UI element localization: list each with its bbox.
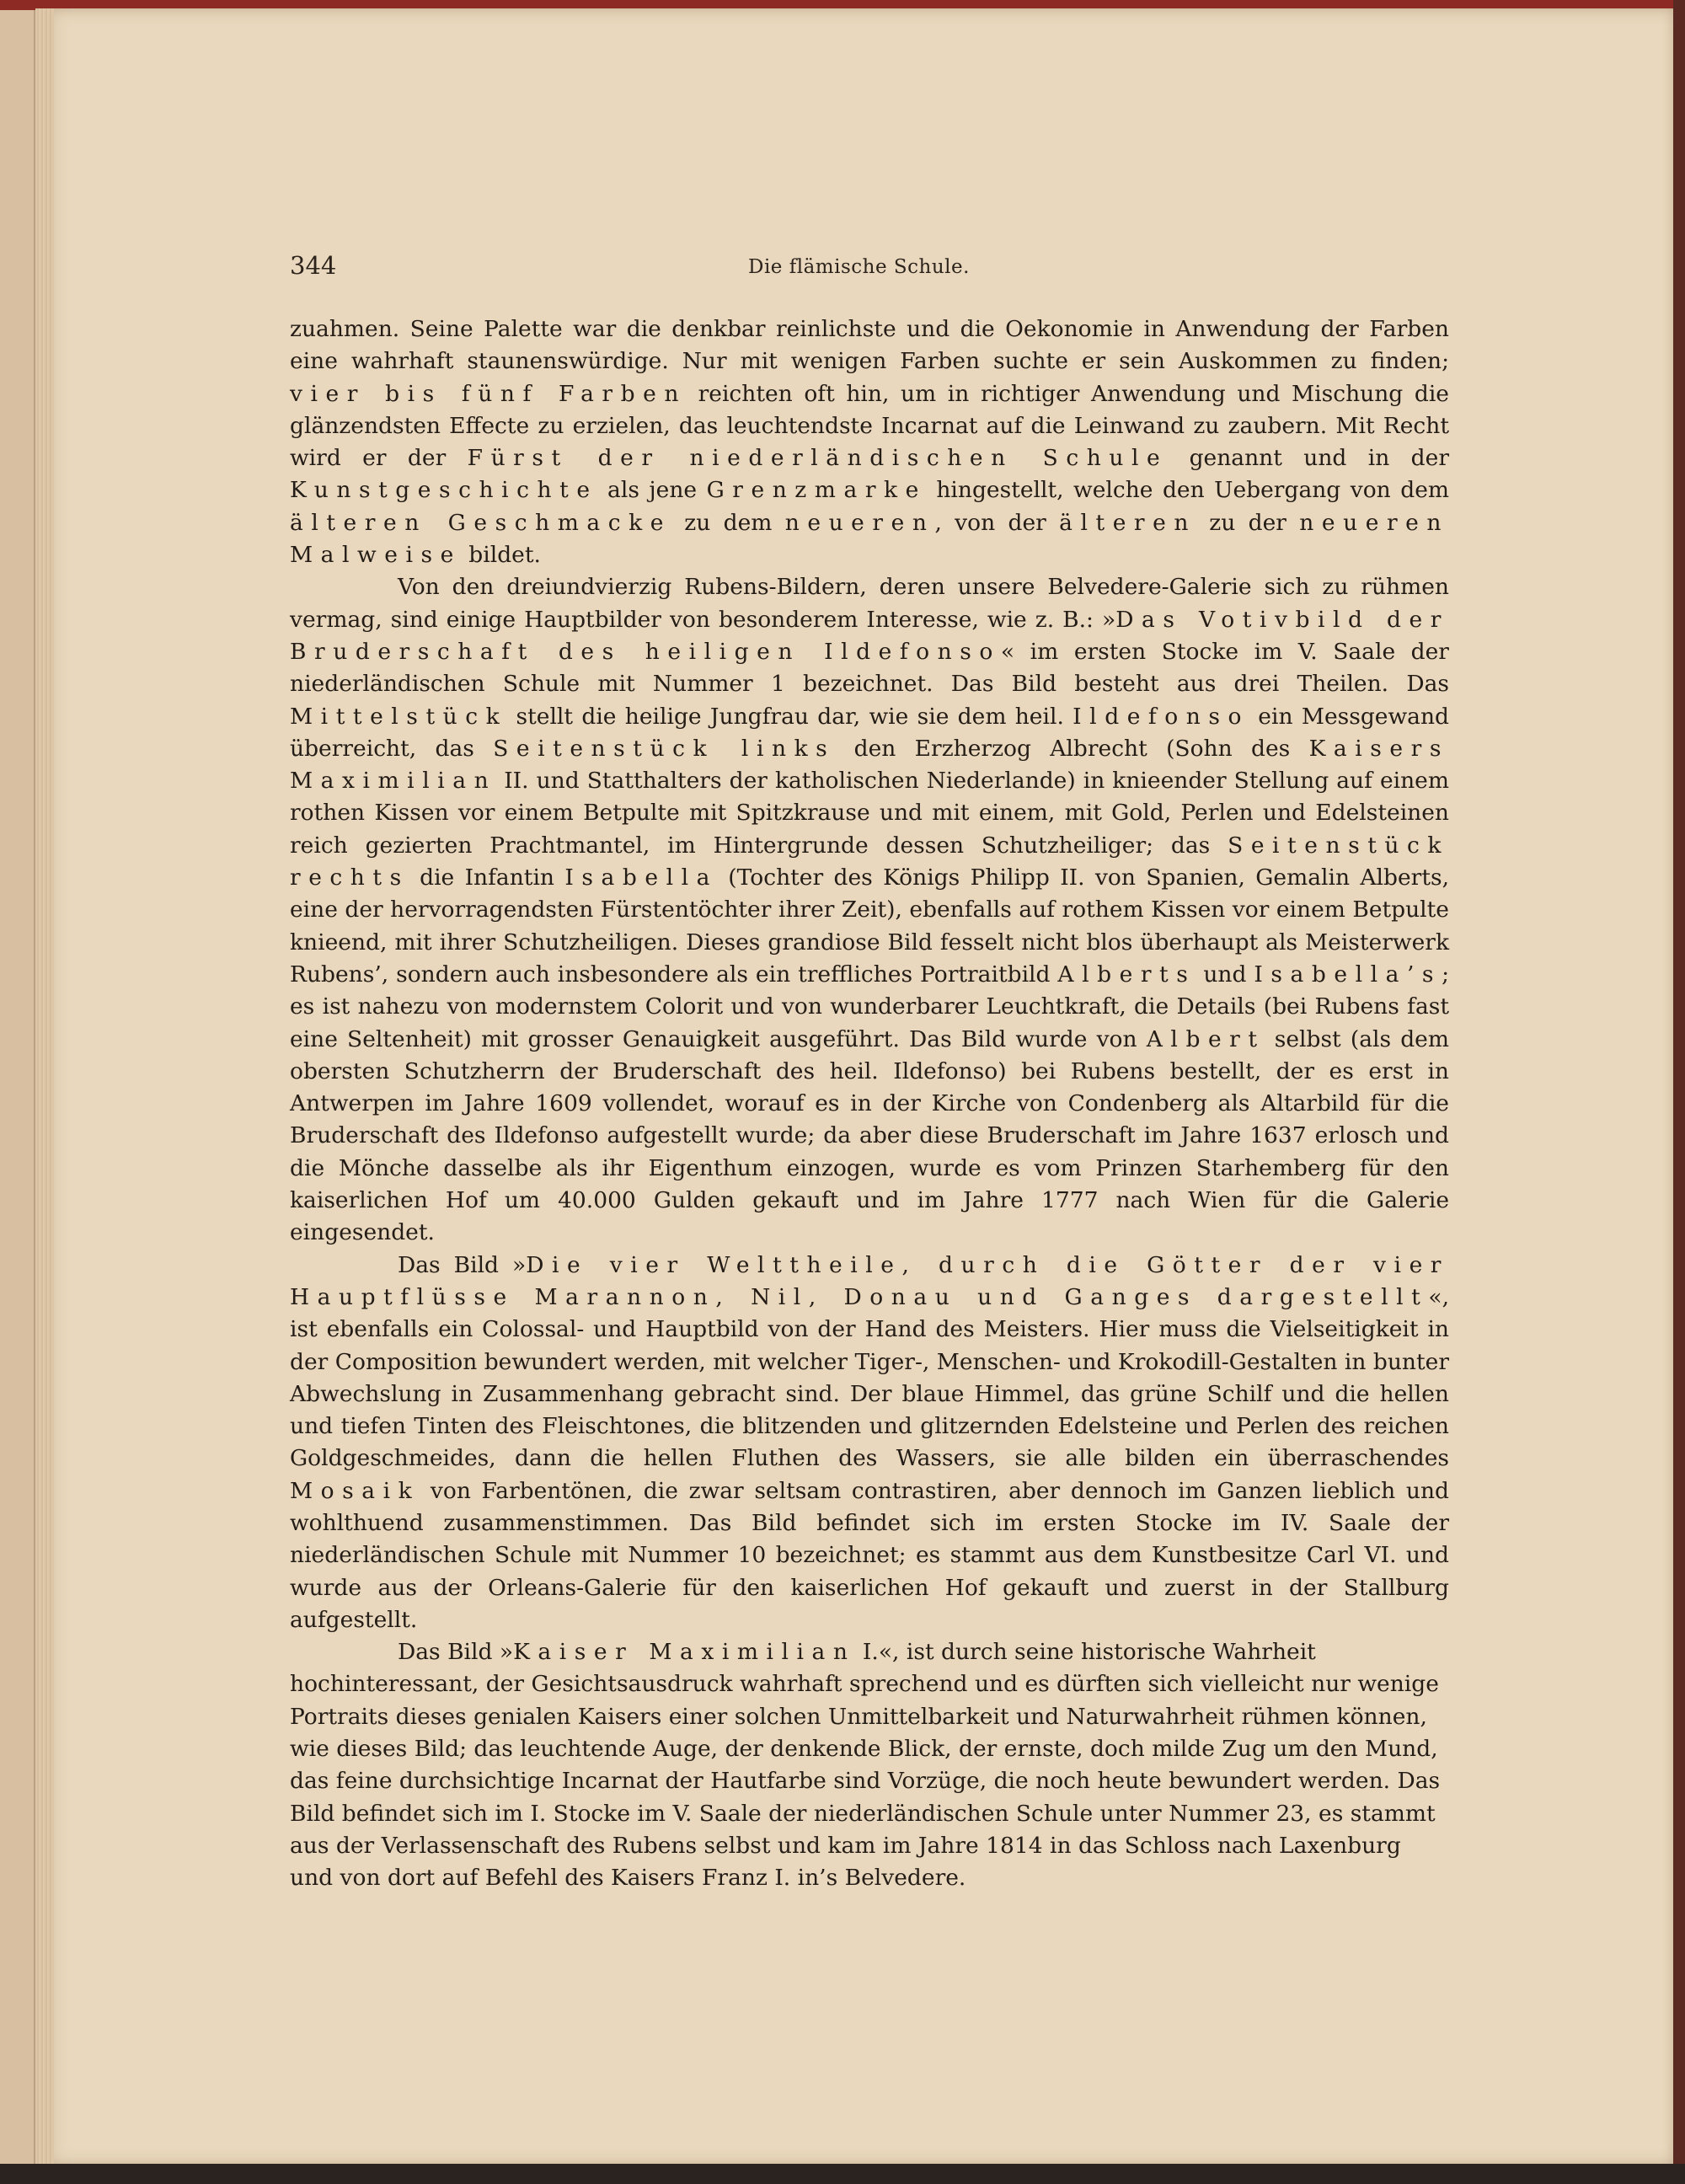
spaced-emphasis: Das Votivbild der Bruderschaft des heiligen Ildefonso: [290, 606, 1449, 665]
spaced-emphasis: Alberts: [1057, 961, 1196, 988]
spaced-emphasis: Isabella’s: [1254, 961, 1442, 988]
spaced-emphasis: älteren: [1059, 509, 1196, 536]
text-run: als jene: [597, 477, 707, 504]
text-run: Das Bild »: [398, 1639, 514, 1666]
text-run: von Farbentönen, die zwar seltsam contrastiren, aber dennoch im Ganzen lieblich und wohlthuend zusammenstimmen. Das Bild befindet sich im ersten Stocke im IV. Saale der niederländischen Schule mit Nummer 10 bezeichnet; es stammt aus dem Kunstbesitze Carl VI. und wurde aus der Orleans-Galerie für den kaiserlichen Hof gekauft und zuerst in der Stallburg aufgestellt.: [290, 1477, 1449, 1633]
spaced-emphasis: Kunstgeschichte: [290, 477, 598, 504]
book-cover-edge: [1673, 0, 1685, 2184]
text-run: ein Messgewand überreicht, das: [290, 703, 1450, 762]
spaced-emphasis: Kaiser Maximilian: [513, 1639, 856, 1666]
spaced-emphasis: Fürst der niederländischen Schule: [467, 445, 1169, 472]
body-text: [290, 313, 1449, 1895]
spaced-emphasis: Mittelstück: [290, 703, 508, 730]
page-header: [290, 251, 1452, 292]
paragraph: [290, 1636, 1449, 1894]
scan-background: [0, 2164, 1685, 2184]
text-run: reichten oft hin, um in richtiger Anwendung und Mischung die glänzendsten Effecte zu erzielen, das leuchtendste Incarnat auf die Leinwand zu zaubern. Mit Recht wird er der: [290, 380, 1449, 472]
book-block-edge: [0, 10, 35, 2184]
text-run: Von den dreiundvierzig Rubens-Bildern, deren unsere Belvedere-Galerie sich zu rühmen vermag, sind einige Hauptbilder von besonderem Interesse, wie z. B.: »: [290, 574, 1449, 633]
spaced-emphasis: Kaisers Maximilian: [290, 735, 1449, 795]
text-run: II. und Statthalters der katholischen Niederlande) in knieender Stellung auf einem rothen Kissen vor einem Betpulte mit Spitzkrause und mit einem, mit Gold, Perlen und Edelsteinen reich gezierten Prachtmantel, im Hintergrunde dessen Schutzheiliger; das: [290, 768, 1449, 859]
page-stack-edges: [35, 8, 54, 2165]
text-run: «, ist ebenfalls ein Colossal- und Hauptbild von der Hand des Meisters. Hier muss die Vielseitigkeit in der Composition bewundert werden, mit welcher Tiger-, Menschen- und Krokodill-Gestalten in bunter Abwechslung in Zusammenhang gebracht sind. Der blaue Himmel, das grüne Schilf und die hellen und tiefen Tinten des Fleischtones, die blitzenden und glitzernden Edelsteine und Perlen des reichen Goldgeschmeides, dann die hellen Fluthen des Wassers, sie alle bilden ein überraschendes: [290, 1283, 1449, 1472]
spaced-emphasis: Ildefonso: [1073, 703, 1250, 730]
text-run: ; es ist nahezu von modernstem Colorit und von wunderbarer Leuchtkraft, die Details (bei Rubens fast eine Seltenheit) mit grosser Genauigkeit ausgeführt. Das Bild wurde von: [290, 961, 1449, 1052]
paragraph: [290, 571, 1449, 1249]
text-run: den Erzherzog Albrecht (Sohn des: [835, 735, 1309, 762]
text-run: zuahmen. Seine Palette war die denkbar reinlichste und die Oekonomie in Anwendung der Farben eine wahrhaft staunenswürdige. Nur mit wenigen Farben suchte er sein Auskommen zu finden;: [290, 316, 1449, 375]
paragraph: [290, 1250, 1449, 1637]
spaced-emphasis: neueren Malweise: [290, 509, 1449, 569]
page-number: 344: [290, 251, 337, 280]
text-run: zu dem: [671, 509, 785, 536]
text-run: « im ersten Stocke im V. Saale der niederländischen Schule mit Nummer 1 bezeichnet. Das Bild besteht aus drei Theilen. Das: [290, 638, 1449, 698]
text-run: bildet.: [461, 542, 541, 569]
spaced-emphasis: Seitenstück links: [493, 735, 836, 762]
text-run: hingestellt, welche den Uebergang von dem: [926, 477, 1450, 504]
text-run: stellt die heilige Jungfrau dar, wie sie dem heil.: [507, 703, 1073, 730]
spaced-emphasis: Die vier Welttheile, durch die Götter der vier Hauptflüsse Marannon, Nil, Donau und Ganges dargestellt: [290, 1251, 1450, 1310]
text-run: und: [1196, 961, 1254, 988]
spaced-emphasis: Seitenstück rechts: [290, 832, 1449, 891]
spaced-emphasis: Albert: [1146, 1025, 1265, 1052]
text-run: die Infantin: [409, 864, 565, 891]
spaced-emphasis: vier bis fünf Farben: [290, 380, 687, 407]
spaced-emphasis: älteren Geschmacke: [290, 509, 671, 536]
text-run: I.«, ist durch seine historische Wahrheit hochinteressant, der Gesichtsausdruck wahrhaft sprechend und es dürften sich vielleicht nur wenige Portraits dieses genialen Kaisers einer solchen Unmittelbarkeit und Naturwahrheit rühmen können, wie dieses Bild; das leuchtende Auge, der denkende Blick, der ernste, doch milde Zug um den Mund, das feine durchsichtige Incarnat der Hautfarbe sind Vorzüge, die noch heute bewundert werden. Das Bild befindet sich im I. Stocke im V. Saale der niederländischen Schule unter Nummer 23, es stammt aus der Verlassenschaft des Rubens selbst und kam im Jahre 1814 in das Schloss nach Laxenburg und von dort auf Befehl des Kaisers Franz I. in’s Belvedere.: [290, 1639, 1441, 1892]
spaced-emphasis: Isabella: [564, 864, 718, 891]
spaced-emphasis: Grenzmarke: [706, 477, 927, 504]
running-title: Die flämische Schule.: [748, 256, 970, 278]
text-run: genannt und in der: [1168, 445, 1450, 472]
text-run: zu der: [1196, 509, 1300, 536]
text-run: (Tochter des Königs Philipp II. von Spanien, Gemalin Alberts, eine der hervorragendsten Fürstentöchter ihrer Zeit), ebenfalls auf rothem Kissen vor einem Betpulte knieend, mit ihrer Schutzheiligen. Dieses grandiose Bild fesselt nicht blos überhaupt als Meisterwerk Rubens’, sondern auch insbesondere als ein treffliches Portraitbild: [290, 864, 1450, 988]
spaced-emphasis: neueren: [784, 509, 935, 536]
text-run: Das Bild »: [398, 1251, 527, 1278]
spaced-emphasis: Mosaik: [290, 1477, 420, 1504]
text-run: , von der: [934, 509, 1060, 536]
text-run: selbst (als dem obersten Schutzherrn der Bruderschaft des heil. Ildefonso) bei Rubens bestellt, der es erst in Antwerpen im Jahre 1609 vollendet, worauf es in der Kirche von Condenberg als Altarbild für die Bruderschaft des Ildefonso aufgestellt wurde; da aber diese Bruderschaft im Jahre 1637 erlosch und die Mönche dasselbe als ihr Eigenthum einzogen, wurde es vom Prinzen Starhemberg für den kaiserlichen Hof um 40.000 Gulden gekauft und im Jahre 1777 nach Wien für die Galerie eingesendet.: [290, 1025, 1449, 1246]
paragraph: [290, 313, 1449, 571]
